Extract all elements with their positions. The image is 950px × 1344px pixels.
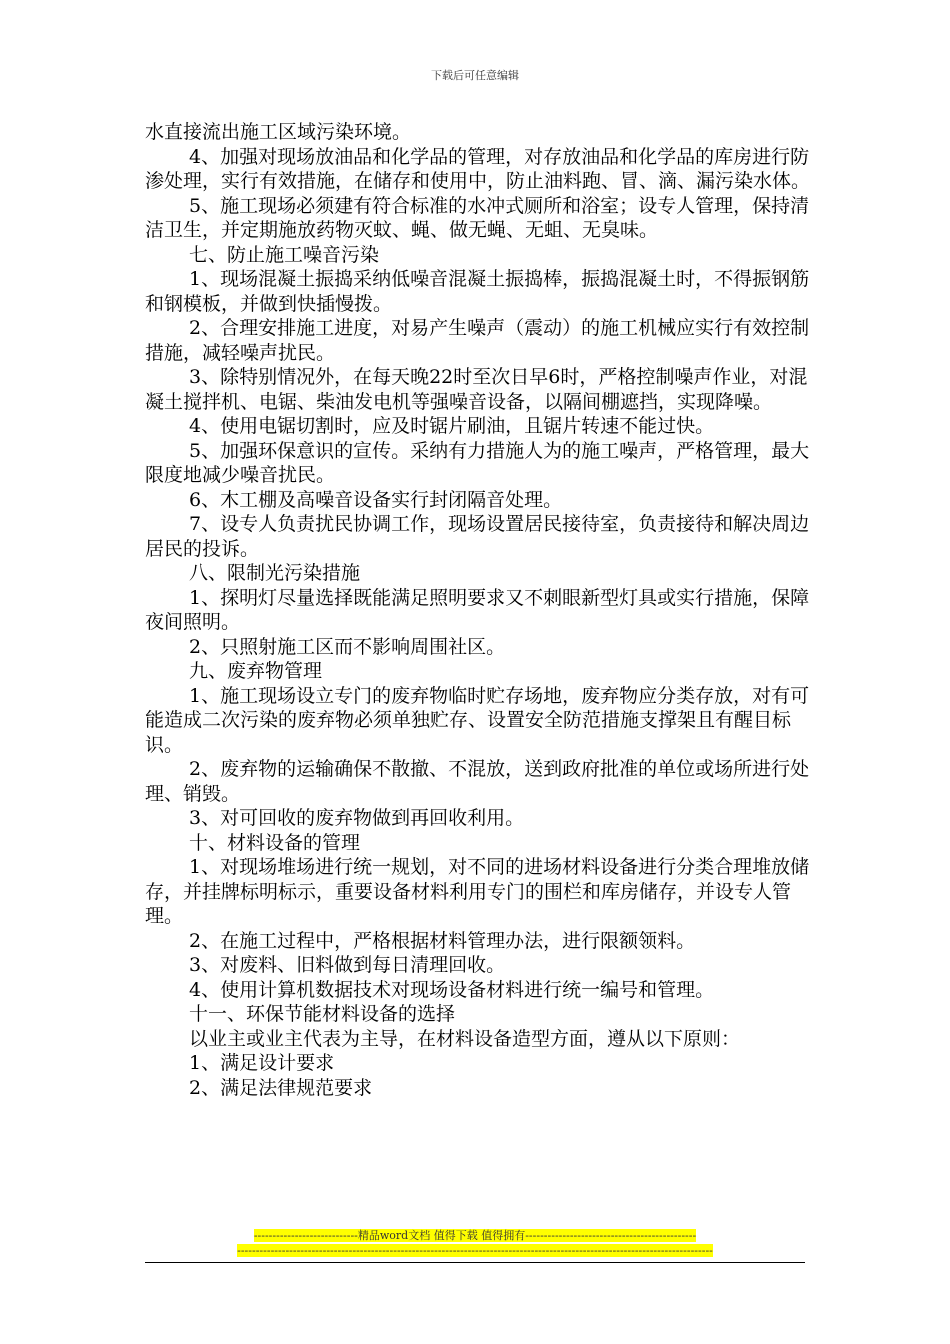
paragraph: 4、加强对现场放油品和化学品的管理，对存放油品和化学品的库房进行防渗处理，实行有效措施，在储存和使用中，防止油料跑、冒、滴、漏污染水体。 [145, 145, 811, 192]
paragraph: 5、加强环保意识的宣传。采纳有力措施人为的施工噪声，严格管理，最大限度地减少噪音扰民。 [145, 439, 810, 486]
footer-banner [0, 1229, 950, 1243]
paragraph: 7、设专人负责扰民协调工作，现场设置居民接待室，负责接待和解决周边居民的投诉。 [145, 513, 810, 560]
paragraph: 1、满足设计要求 [189, 1052, 335, 1074]
paragraph: 2、满足法律规范要求 [189, 1076, 373, 1099]
paragraph: 十一、环保节能材料设备的选择 [189, 1003, 456, 1025]
paragraph: 1、探明灯尽量选择既能满足照明要求又不刺眼新型灯具或实行措施，保障夜间照明。 [145, 586, 810, 633]
document-body [145, 120, 810, 1100]
paragraph: 八、限制光污染措施 [189, 562, 361, 584]
paragraph: 水直接流出施工区域污染环境。 [145, 121, 412, 143]
paragraph: 2、废弃物的运输确保不散撤、不混放，送到政府批准的单位或场所进行处理、销毁。 [145, 758, 810, 805]
paragraph: 2、只照射施工区而不影响周围社区。 [189, 635, 506, 658]
footer-rule [145, 1262, 805, 1263]
paragraph: 十、材料设备的管理 [189, 831, 361, 854]
paragraph: 6、木工棚及高噪音设备实行封闭隔音处理。 [189, 488, 563, 511]
header-note: 下载后可任意编辑 [431, 69, 519, 82]
paragraph: 2、合理安排施工进度，对易产生噪声（震动）的施工机械应实行有效控制措施，减轻噪声扰民。 [145, 317, 810, 364]
paragraph: 1、对现场堆场进行统一规划，对不同的进场材料设备进行分类合理堆放储存，并挂牌标明标示，重要设备材料利用专门的围栏和库房储存，并设专人管理。 [145, 856, 810, 927]
paragraph: 1、现场混凝土振捣采纳低噪音混凝土振捣棒，振捣混凝土时，不得振钢筋和钢模板，并做到快插慢拨。 [145, 268, 810, 315]
paragraph: 1、施工现场设立专门的废弃物临时贮存场地，废弃物应分类存放，对有可能造成二次污染的废弃物必须单独贮存、设置安全防范措施支撑架且有醒目标识。 [145, 684, 810, 756]
paragraph: 4、使用计算机数据技术对现场设备材料进行统一编号和管理。 [189, 978, 715, 1001]
paragraph: 2、在施工过程中，严格根据材料管理办法，进行限额领料。 [189, 929, 696, 952]
paragraph: 5、施工现场必须建有符合标准的水冲式厕所和浴室；设专人管理，保持清洁卫生，并定期施放药物灭蚊、蝇、做无蝇、无蛆、无臭味。 [145, 194, 810, 241]
paragraph: 3、对可回收的废弃物做到再回收利用。 [189, 807, 525, 829]
paragraph: 七、防止施工噪音污染 [189, 243, 380, 266]
footer-banner-text: ----------------------------精品word文档 值得下载 值得拥有---------------------------------------------- [253, 1229, 697, 1242]
paragraph: 以业主或业主代表为主导，在材料设备造型方面，遵从以下原则： [189, 1027, 741, 1050]
footer-dash-line [0, 1244, 950, 1258]
paragraph: 九、废弃物管理 [189, 660, 323, 682]
footer-dash-text: -------------------------------------------------------------------------------------------------------------------------------- [237, 1244, 713, 1257]
paragraph: 3、除特别情况外，在每天晚22时至次日早6时，严格控制噪声作业，对混凝土搅拌机、电锯、柴油发电机等强噪音设备，以隔间棚遮挡，实现降噪。 [145, 366, 808, 413]
paragraph: 4、使用电锯切割时，应及时锯片刷油，且锯片转速不能过快。 [189, 415, 715, 437]
paragraph: 3、对废料、旧料做到每日清理回收。 [189, 954, 506, 976]
